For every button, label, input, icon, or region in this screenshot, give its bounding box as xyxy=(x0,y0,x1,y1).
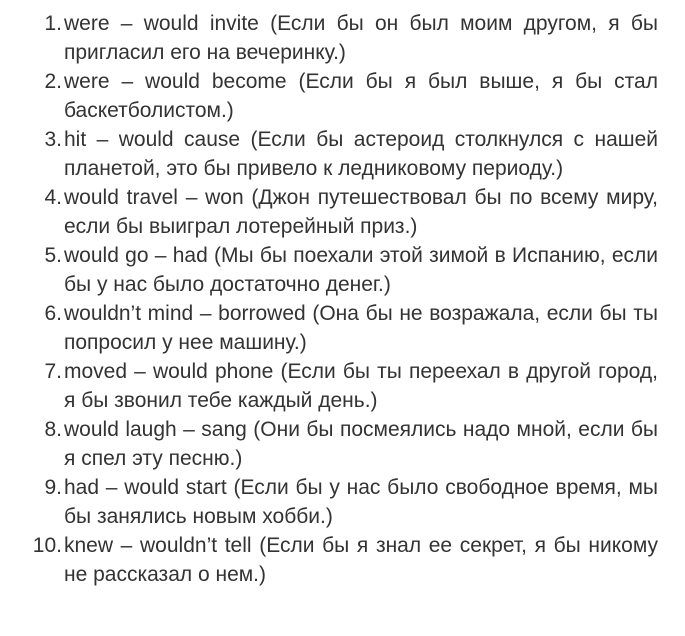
list-item xyxy=(0,67,685,125)
item-number: 3. xyxy=(44,128,62,151)
list-item xyxy=(0,125,685,183)
item-text: knew – wouldn’t tell (Если бы я знал ее секрет, я бы никому не рассказал о нем.) xyxy=(64,534,658,586)
item-number: 4. xyxy=(44,186,62,209)
item-text: had – would start (Если бы у нас было свободное время, мы бы занялись новым хобби.) xyxy=(64,476,658,528)
item-number: 6. xyxy=(44,302,62,325)
item-text: would travel – won (Джон путешествовал бы по всему миру, если бы выиграл лотерейный приз.) xyxy=(64,186,658,238)
item-number: 2. xyxy=(44,70,62,93)
list-item xyxy=(0,473,685,531)
item-number: 7. xyxy=(44,360,62,383)
list-item xyxy=(0,357,685,415)
item-text: were – would become (Если бы я был выше, я бы стал баскетболистом.) xyxy=(64,70,658,122)
item-text: would laugh – sang (Они бы посмеялись надо мной, если бы я спел эту песню.) xyxy=(64,418,658,470)
list-item xyxy=(0,415,685,473)
list-item xyxy=(0,299,685,357)
item-text: hit – would cause (Если бы астероид столкнулся с нашей планетой, это бы привело к ледниковому периоду.) xyxy=(64,128,658,180)
list-item xyxy=(0,183,685,241)
item-text: were – would invite (Если бы он был моим другом, я бы пригласил его на вечеринку.) xyxy=(64,12,658,64)
list-item xyxy=(0,241,685,299)
item-number: 1. xyxy=(44,12,62,35)
item-number: 9. xyxy=(44,476,62,499)
item-number: 5. xyxy=(44,244,62,267)
item-number: 8. xyxy=(44,418,62,441)
answer-list xyxy=(0,9,685,589)
item-text: wouldn’t mind – borrowed (Она бы не возражала, если бы ты попросил у нее машину.) xyxy=(64,302,658,354)
item-text: would go – had (Мы бы поехали этой зимой в Испанию, если бы у нас было достаточно денег.) xyxy=(64,244,658,296)
list-item xyxy=(0,9,685,67)
item-number: 10. xyxy=(32,534,62,557)
list-item xyxy=(0,531,685,589)
item-text: moved – would phone (Если бы ты переехал в другой город, я бы звонил тебе каждый день.) xyxy=(64,360,658,412)
